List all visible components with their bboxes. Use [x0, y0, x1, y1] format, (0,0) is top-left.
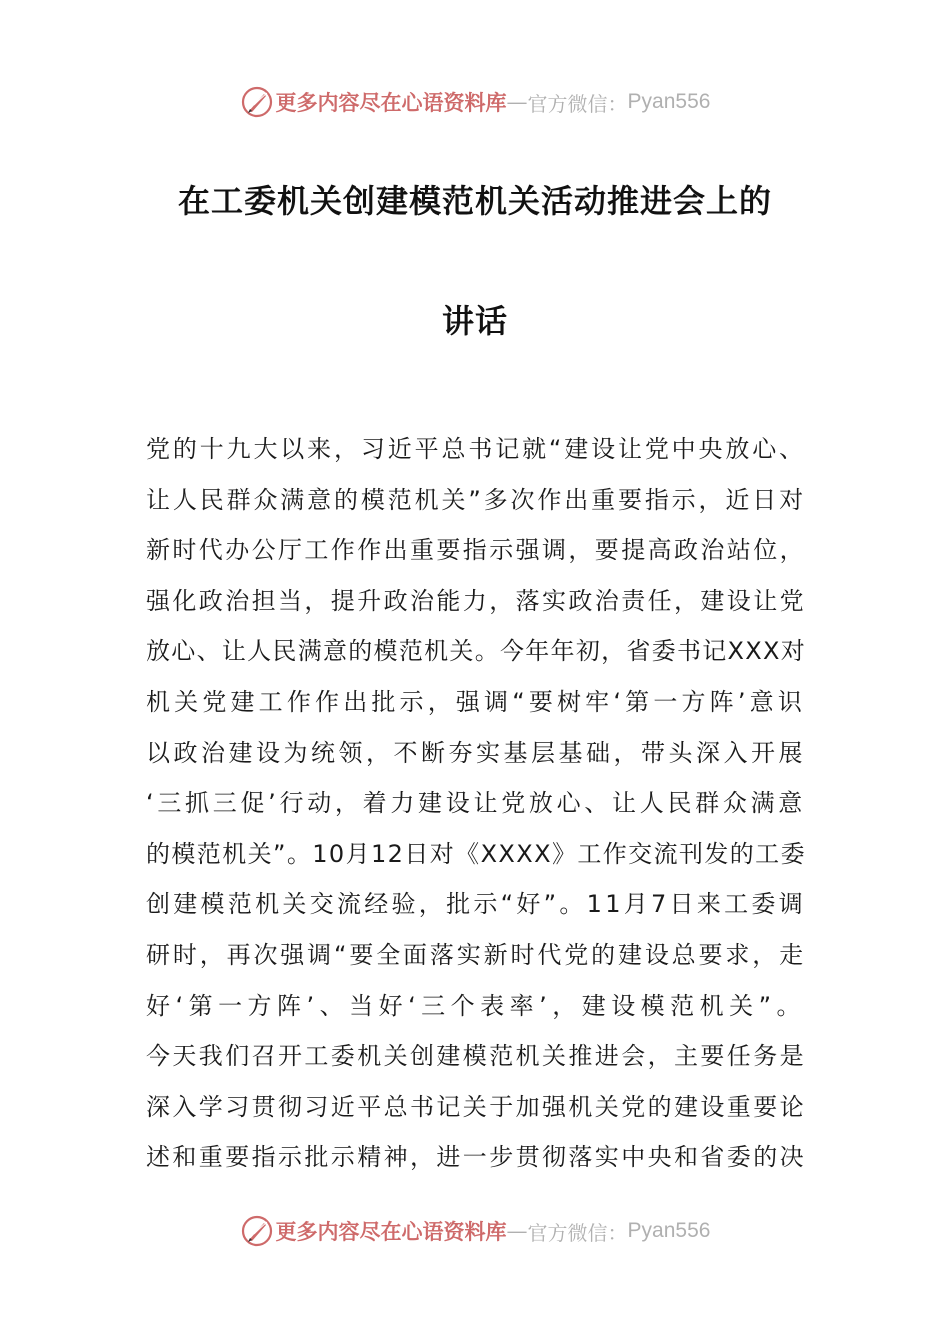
- banner-main-text: 更多内容尽在心语资料库: [275, 1219, 507, 1244]
- body-line: 的模范机关”。10月12日对《XXXX》工作交流刊发的工委: [146, 839, 806, 868]
- footer-watermark-banner: [0, 1211, 950, 1251]
- body-line: 深入学习贯彻习近平总书记关于加强机关党的建设重要论: [146, 1092, 806, 1121]
- body-line: 述和重要指示批示精神，进一步贯彻落实中央和省委的决: [146, 1143, 806, 1172]
- body-line: 新时代办公厅工作作出重要指示强调，要提高政治站位，: [146, 536, 806, 565]
- banner-contact-label: 官方微信：: [527, 91, 628, 116]
- body-line: 让人民群众满意的模范机关”多次作出重要指示，近日对: [146, 485, 806, 514]
- body-line: ‘三抓三促’行动，着力建设让党放心、让人民群众满意: [146, 789, 806, 818]
- body-line: 强化政治担当，提升政治能力，落实政治责任，建设让党: [146, 586, 806, 615]
- banner-contact-id: Pyan556: [627, 90, 711, 113]
- quill-logo-icon: [240, 1214, 274, 1248]
- body-line: 放心、让人民满意的模范机关。今年年初，省委书记XXX对: [146, 637, 806, 666]
- document-title-line-1: 在工委机关创建模范机关活动推进会上的: [177, 182, 772, 220]
- banner-contact-label: 官方微信：: [527, 1220, 628, 1245]
- document-body: [146, 432, 806, 1191]
- banner-separator: —: [506, 1219, 528, 1243]
- body-line: 创建模范机关交流经验，批示“好”。11月7日来工委调: [146, 890, 806, 919]
- body-line: 研时，再次强调“要全面落实新时代党的建设总要求，走: [146, 940, 806, 969]
- body-line: 机关党建工作作出批示，强调“要树牢‘第一方阵’意识: [146, 687, 806, 716]
- body-line: 党的十九大以来，习近平总书记就“建设让党中央放心、: [146, 435, 806, 463]
- document-title-line-2: 讲话: [441, 302, 508, 340]
- banner-main-text: 更多内容尽在心语资料库: [275, 90, 507, 115]
- banner-contact-id: Pyan556: [627, 1219, 711, 1242]
- body-line: 好‘第一方阵’、当好‘三个表率’，建设模范机关”。: [146, 991, 806, 1020]
- quill-logo-icon: [240, 85, 274, 119]
- banner-separator: —: [506, 90, 528, 114]
- body-line: 今天我们召开工委机关创建模范机关推进会，主要任务是: [146, 1042, 806, 1071]
- header-watermark-banner: [0, 82, 950, 122]
- body-line: 以政治建设为统领，不断夯实基层基础，带头深入开展: [146, 738, 806, 767]
